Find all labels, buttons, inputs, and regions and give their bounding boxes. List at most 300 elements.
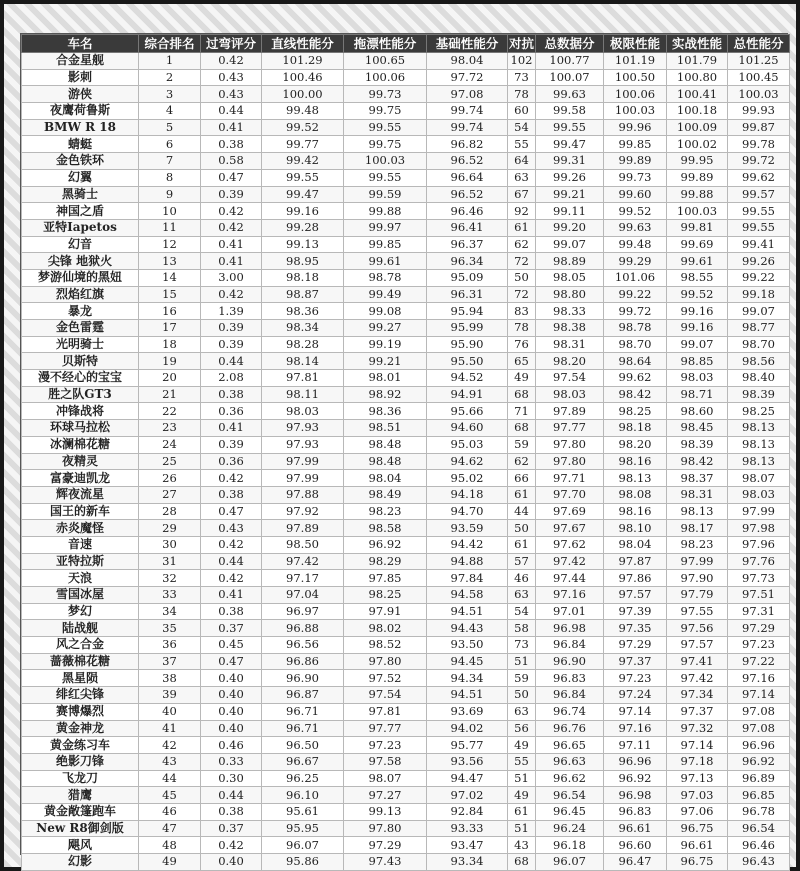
table-cell: 97.23 [604,670,667,687]
table-cell: 97.44 [536,570,604,587]
column-header: 拖漂性能分 [344,35,427,53]
table-cell: 97.93 [262,420,344,437]
table-cell: 0.47 [201,653,262,670]
table-cell: 0.38 [201,386,262,403]
table-cell: 94.88 [427,553,508,570]
table-cell: 50 [508,687,536,704]
table-cell: 2.08 [201,370,262,387]
table-cell: 98.60 [667,403,728,420]
table-cell: 97.87 [604,553,667,570]
table-cell: 97.56 [667,620,728,637]
table-row [22,236,790,253]
table-cell: 97.37 [604,653,667,670]
table-cell: 98.55 [667,269,728,286]
table-cell: 0.38 [201,603,262,620]
table-cell: 11 [139,219,201,236]
table-cell: 99.13 [344,803,427,820]
table-cell: 96.65 [536,737,604,754]
table-cell: 95.86 [262,854,344,871]
table-cell: 98.18 [604,420,667,437]
table-cell: 96.92 [344,536,427,553]
table-cell: 97.37 [667,703,728,720]
table-cell: 94.52 [427,370,508,387]
table-cell: 5 [139,119,201,136]
table-cell: 96.10 [262,787,344,804]
table-cell: 20 [139,370,201,387]
table-cell: 97.29 [344,837,427,854]
table-cell: 95.02 [427,470,508,487]
column-header: 车名 [22,35,139,53]
table-cell: 100.03 [667,203,728,220]
table-cell: 99.95 [667,153,728,170]
table-cell: 94.58 [427,587,508,604]
table-cell: 55 [508,136,536,153]
table-cell: 0.42 [201,286,262,303]
table-cell: 97.06 [667,803,728,820]
table-cell: 101.79 [667,53,728,70]
table-cell: 78 [508,86,536,103]
table-cell: 96.71 [262,720,344,737]
table-cell: 7 [139,153,201,170]
table-cell: 44 [139,770,201,787]
table-cell: 100.07 [536,69,604,86]
table-row [22,153,790,170]
table-cell: 6 [139,136,201,153]
table-cell: 98.04 [604,536,667,553]
table-cell: 99.88 [667,186,728,203]
table-cell: 100.80 [667,69,728,86]
table-cell: 0.45 [201,637,262,654]
table-cell: 99.69 [667,236,728,253]
table-cell: 97.31 [728,603,790,620]
table-row [22,336,790,353]
car-name-cell: 蔷薇棉花糖 [22,653,139,670]
table-cell: 96.43 [728,854,790,871]
table-cell: 2 [139,69,201,86]
car-name-cell: 音速 [22,536,139,553]
table-cell: 97.52 [344,670,427,687]
table-cell: 99.07 [728,303,790,320]
table-cell: 97.72 [427,69,508,86]
table-cell: 99.58 [536,103,604,120]
table-row [22,570,790,587]
table-cell: 23 [139,420,201,437]
table-cell: 96.85 [728,787,790,804]
car-name-cell: 夜精灵 [22,453,139,470]
table-cell: 9 [139,186,201,203]
car-ranking-table [21,34,790,871]
table-cell: 100.06 [344,69,427,86]
table-cell: 98.92 [344,386,427,403]
table-cell: 99.89 [604,153,667,170]
car-name-cell: 黄金神龙 [22,720,139,737]
table-cell: 99.62 [604,370,667,387]
table-cell: 99.72 [604,303,667,320]
table-cell: 94.02 [427,720,508,737]
table-cell: 96.98 [604,787,667,804]
table-cell: 97.88 [262,486,344,503]
table-cell: 99.73 [604,169,667,186]
table-cell: 96.92 [604,770,667,787]
table-cell: 98.70 [728,336,790,353]
table-cell: 99.96 [604,119,667,136]
table-cell: 96.86 [262,653,344,670]
table-cell: 98.07 [344,770,427,787]
table-cell: 0.44 [201,787,262,804]
table-cell: 97.99 [667,553,728,570]
table-cell: 18 [139,336,201,353]
table-cell: 0.41 [201,420,262,437]
table-body [22,53,790,871]
table-cell: 99.57 [728,186,790,203]
table-cell: 97.16 [604,720,667,737]
table-cell: 98.14 [262,353,344,370]
table-cell: 93.50 [427,637,508,654]
table-row [22,253,790,270]
table-cell: 98.16 [604,453,667,470]
table-cell: 97.51 [728,587,790,604]
table-cell: 99.31 [536,153,604,170]
table-cell: 99.16 [262,203,344,220]
table-cell: 94.45 [427,653,508,670]
table-cell: 35 [139,620,201,637]
table-cell: 96.71 [262,703,344,720]
table-cell: 98.42 [604,386,667,403]
table-cell: 99.74 [427,119,508,136]
table-cell: 0.42 [201,470,262,487]
table-cell: 97.92 [262,503,344,520]
table-cell: 96.54 [536,787,604,804]
table-cell: 15 [139,286,201,303]
table-row [22,587,790,604]
table-cell: 96.90 [536,653,604,670]
table-cell: 98.18 [262,269,344,286]
car-name-cell: 冲锋战将 [22,403,139,420]
table-cell: 99.20 [536,219,604,236]
table-cell: 96.84 [536,687,604,704]
table-cell: 36 [139,637,201,654]
table-cell: 99.55 [728,203,790,220]
table-cell: 99.21 [536,186,604,203]
table-cell: 97.99 [728,503,790,520]
table-cell: 97.08 [427,86,508,103]
table-row [22,286,790,303]
table-cell: 97.80 [536,453,604,470]
table-cell: 100.45 [728,69,790,86]
table-cell: 97.80 [344,653,427,670]
table-cell: 97.80 [536,436,604,453]
car-name-cell: 亚特拉斯 [22,553,139,570]
table-cell: 99.13 [262,236,344,253]
table-cell: 99.11 [536,203,604,220]
table-cell: 99.55 [262,169,344,186]
table-cell: 100.50 [604,69,667,86]
table-cell: 96.60 [604,837,667,854]
table-cell: 29 [139,520,201,537]
table-cell: 98.48 [344,436,427,453]
table-cell: 96.54 [728,820,790,837]
table-cell: 99.29 [604,253,667,270]
table-cell: 94.60 [427,420,508,437]
table-cell: 51 [508,653,536,670]
table-cell: 98.05 [536,269,604,286]
table-cell: 97.42 [667,670,728,687]
table-cell: 99.85 [344,236,427,253]
table-cell: 98.52 [344,637,427,654]
table-cell: 0.33 [201,753,262,770]
table-cell: 97.89 [262,520,344,537]
table-cell: 99.77 [262,136,344,153]
table-cell: 57 [508,553,536,570]
table-cell: 96.50 [262,737,344,754]
table-cell: 16 [139,303,201,320]
table-cell: 99.16 [667,303,728,320]
table-cell: 50 [508,520,536,537]
car-name-cell: 梦幻 [22,603,139,620]
table-row [22,203,790,220]
table-cell: 98.13 [667,503,728,520]
table-cell: 97.90 [667,570,728,587]
table-cell: 97.35 [604,620,667,637]
table-cell: 96.47 [604,854,667,871]
table-cell: 54 [508,603,536,620]
table-cell: 27 [139,486,201,503]
table-cell: 96.62 [536,770,604,787]
table-cell: 97.32 [667,720,728,737]
table-cell: 99.48 [604,236,667,253]
table-cell: 98.31 [536,336,604,353]
table-cell: 83 [508,303,536,320]
car-name-cell: 亚特Iapetos [22,219,139,236]
table-cell: 97.55 [667,603,728,620]
table-cell: 61 [508,536,536,553]
table-cell: 97.54 [344,687,427,704]
table-cell: 0.39 [201,336,262,353]
table-cell: 96.75 [667,820,728,837]
table-cell: 33 [139,587,201,604]
table-cell: 98.29 [344,553,427,570]
table-cell: 100.03 [728,86,790,103]
table-cell: 98.42 [667,453,728,470]
car-name-cell: 冰澜棉花糖 [22,436,139,453]
table-row [22,820,790,837]
table-cell: 0.40 [201,854,262,871]
table-cell: 97.76 [728,553,790,570]
table-cell: 0.42 [201,203,262,220]
table-cell: 97.73 [728,570,790,587]
table-row [22,720,790,737]
table-cell: 97.70 [536,486,604,503]
table-cell: 45 [139,787,201,804]
car-name-cell: 绯红尖锋 [22,687,139,704]
ranking-table-container [20,33,788,869]
table-cell: 0.41 [201,253,262,270]
table-cell: 98.71 [667,386,728,403]
table-cell: 97.17 [262,570,344,587]
table-cell: 96.31 [427,286,508,303]
table-cell: 96.52 [427,153,508,170]
column-header: 总性能分 [728,35,790,53]
table-cell: 99.63 [604,219,667,236]
table-cell: 51 [508,820,536,837]
table-cell: 99.16 [667,320,728,337]
table-cell: 97.24 [604,687,667,704]
table-cell: 95.77 [427,737,508,754]
table-cell: 99.93 [728,103,790,120]
table-row [22,854,790,871]
table-cell: 96.25 [262,770,344,787]
table-cell: 99.42 [262,153,344,170]
table-cell: 22 [139,403,201,420]
table-cell: 94.42 [427,536,508,553]
table-cell: 97.14 [604,703,667,720]
table-cell: 97.08 [728,703,790,720]
table-cell: 49 [508,370,536,387]
table-cell: 24 [139,436,201,453]
table-cell: 93.69 [427,703,508,720]
car-name-cell: 夜鹰荷鲁斯 [22,103,139,120]
car-name-cell: 游侠 [22,86,139,103]
table-cell: 46 [139,803,201,820]
table-cell: 66 [508,470,536,487]
table-cell: 96.96 [604,753,667,770]
table-cell: 93.34 [427,854,508,871]
table-row [22,186,790,203]
table-cell: 68 [508,854,536,871]
table-cell: 39 [139,687,201,704]
table-cell: 97.08 [728,720,790,737]
car-name-cell: 飞龙刀 [22,770,139,787]
table-cell: 98.33 [536,303,604,320]
table-cell: 0.40 [201,720,262,737]
table-cell: 48 [139,837,201,854]
table-cell: 101.29 [262,53,344,70]
table-cell: 99.22 [728,269,790,286]
table-row [22,737,790,754]
column-header: 极限性能 [604,35,667,53]
table-cell: 99.21 [344,353,427,370]
table-cell: 0.42 [201,53,262,70]
table-cell: 95.99 [427,320,508,337]
table-cell: 60 [508,103,536,120]
table-cell: 37 [139,653,201,670]
table-cell: 96.87 [262,687,344,704]
table-cell: 96.90 [262,670,344,687]
table-cell: 98.11 [262,386,344,403]
table-cell: 31 [139,553,201,570]
car-name-cell: 暴龙 [22,303,139,320]
table-cell: 41 [139,720,201,737]
car-name-cell: 富豪迪凯龙 [22,470,139,487]
table-cell: 0.44 [201,103,262,120]
table-cell: 49 [508,737,536,754]
table-cell: 97.29 [728,620,790,637]
table-cell: 0.44 [201,553,262,570]
table-cell: 100.41 [667,86,728,103]
table-cell: 97.11 [604,737,667,754]
table-cell: 0.46 [201,737,262,754]
table-cell: 100.06 [604,86,667,103]
table-cell: 0.43 [201,520,262,537]
car-name-cell: 绝影刀锋 [22,753,139,770]
table-cell: 49 [139,854,201,871]
table-row [22,119,790,136]
table-cell: 0.43 [201,69,262,86]
table-cell: 97.16 [536,587,604,604]
car-name-cell: 幻影 [22,854,139,871]
table-cell: 97.98 [728,520,790,537]
table-cell: 96.88 [262,620,344,637]
table-cell: 64 [508,153,536,170]
table-cell: 0.38 [201,136,262,153]
table-cell: 98.20 [604,436,667,453]
table-cell: 100.02 [667,136,728,153]
table-row [22,353,790,370]
table-cell: 92.84 [427,803,508,820]
table-cell: 94.51 [427,687,508,704]
car-name-cell: 赛博爆烈 [22,703,139,720]
table-cell: 99.61 [667,253,728,270]
table-cell: 99.87 [728,119,790,136]
table-cell: 62 [508,236,536,253]
table-cell: 98.36 [262,303,344,320]
table-cell: 97.14 [667,737,728,754]
table-cell: 97.16 [728,670,790,687]
table-cell: 26 [139,470,201,487]
car-name-cell: 梦游仙境的黑妞 [22,269,139,286]
column-header: 总数据分 [536,35,604,53]
table-cell: 61 [508,219,536,236]
car-name-cell: 光明骑士 [22,336,139,353]
table-cell: 0.47 [201,169,262,186]
table-cell: 99.27 [344,320,427,337]
table-cell: 99.89 [667,169,728,186]
table-cell: 96.78 [728,803,790,820]
table-cell: 93.56 [427,753,508,770]
table-cell: 98.31 [667,486,728,503]
table-cell: 99.81 [667,219,728,236]
table-cell: 98.37 [667,470,728,487]
table-cell: 0.40 [201,670,262,687]
table-cell: 99.55 [536,119,604,136]
table-cell: 97.58 [344,753,427,770]
table-cell: 97.41 [667,653,728,670]
table-cell: 97.86 [604,570,667,587]
table-cell: 99.72 [728,153,790,170]
table-row [22,386,790,403]
table-cell: 42 [139,737,201,754]
table-cell: 99.59 [344,186,427,203]
table-cell: 98.13 [604,470,667,487]
table-cell: 98.25 [728,403,790,420]
table-cell: 99.52 [262,119,344,136]
table-cell: 0.41 [201,236,262,253]
table-cell: 98.38 [536,320,604,337]
table-cell: 97.34 [667,687,728,704]
table-cell: 17 [139,320,201,337]
table-cell: 99.97 [344,219,427,236]
table-cell: 97.96 [728,536,790,553]
table-cell: 98.03 [667,370,728,387]
table-cell: 30 [139,536,201,553]
table-cell: 100.00 [262,86,344,103]
table-cell: 32 [139,570,201,587]
table-cell: 99.88 [344,203,427,220]
table-cell: 97.22 [728,653,790,670]
table-cell: 61 [508,803,536,820]
table-row [22,320,790,337]
table-cell: 76 [508,336,536,353]
